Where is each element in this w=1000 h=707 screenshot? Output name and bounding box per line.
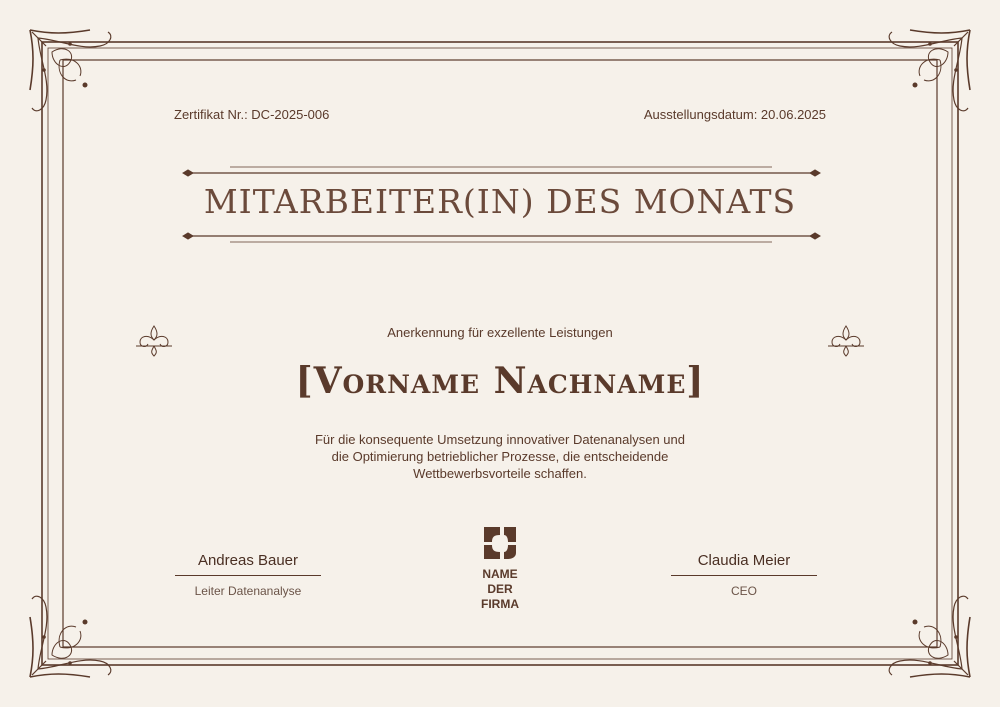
certificate-description: [280, 431, 720, 482]
description-line: die Optimierung betrieblicher Prozesse, die entscheidende: [331, 449, 669, 464]
signer-name: Andreas Bauer: [197, 552, 299, 569]
description-line: Wettbewerbsvorteile schaffen.: [413, 466, 587, 481]
signature-block-left: [175, 552, 321, 598]
title-bottom-rule: [183, 233, 820, 242]
certificate-subtitle: Anerkennung für exzellente Leistungen: [387, 325, 613, 340]
company-name-line: DER: [487, 582, 513, 596]
signer-role: Leiter Datenanalyse: [194, 584, 302, 598]
company-name-line: FIRMA: [481, 597, 519, 611]
issue-date: Ausstellungsdatum: 20.06.2025: [643, 107, 826, 122]
signer-role: CEO: [730, 584, 757, 598]
signature-line: [671, 575, 817, 576]
company-logo-icon: [480, 525, 520, 561]
company-name-line: NAME: [482, 567, 518, 581]
certificate-title: MITARBEITER(IN) DES MONATS: [203, 182, 797, 221]
description-line: Für die konsequente Umsetzung innovativer Datenanalysen und: [314, 432, 685, 447]
title-top-rule: [183, 167, 820, 176]
signature-block-right: [671, 552, 817, 598]
company-logo: [450, 525, 550, 612]
signer-name: Claudia Meier: [697, 552, 791, 569]
signature-line: [175, 575, 321, 576]
certificate-number: Zertifikat Nr.: DC-2025-006: [174, 107, 330, 122]
recipient-name: [Vorname Nachname]: [295, 360, 705, 402]
